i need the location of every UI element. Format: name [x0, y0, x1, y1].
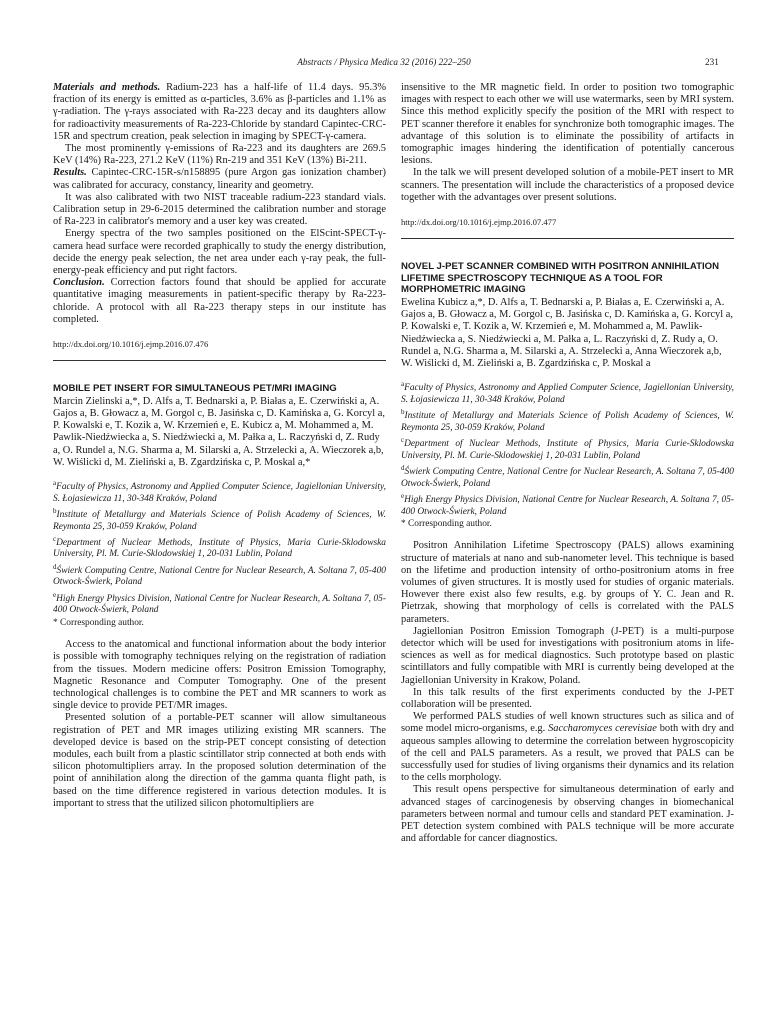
affiliation-text: Świerk Computing Centre, National Centre for Nuclear Research, A. Soltana 7, 05-400 Otwock-Świerk, Poland	[401, 467, 734, 489]
affiliation-text: Department of Nuclear Methods, Institute of Physics, Maria Curie-Sklodowska University, Pl. M. Curie-Sklodowskiej 1, 20-031 Lublin, Poland	[53, 538, 386, 560]
affiliation	[401, 491, 734, 518]
body-paragraph: In the talk we will present developed solution of a mobile-PET insert to MR scanners. The presentation will include the characteristics of a proposed device together with the advantages over present solutions.	[401, 167, 734, 203]
affiliation-text: High Energy Physics Division, National Centre for Nuclear Research, A. Soltana 7, 05-400 Otwock-Świerk, Poland	[53, 593, 386, 616]
affiliation	[401, 407, 734, 434]
section-divider	[53, 360, 386, 361]
affiliation-marker: d	[401, 464, 405, 473]
doi-link[interactable]: http://dx.doi.org/10.1016/j.ejmp.2016.07.476	[53, 339, 209, 350]
affiliation-marker: b	[401, 408, 405, 417]
affiliation	[53, 534, 386, 561]
corresponding-author-note: * Corresponding author.	[53, 617, 144, 628]
affiliation-list	[53, 478, 386, 617]
conclusion-text: Correction factors found that should be applied for accurate quantitative imaging measurements in patient-specific therapy by Ra-223-chloride. A protocol with all Ra-223 therapy steps in our institute has completed.	[53, 277, 386, 325]
spectra-paragraph: Energy spectra of the two samples positioned on the ElScint-SPECT-γ-camera head surface were recorded graphically to study the energy distribution, decide the energy peak selection, the net area under each γ-ray peak, the full-energy-peak efficiency and put right factors.	[53, 228, 386, 277]
abstract-title: MOBILE PET INSERT FOR SIMULTANEOUS PET/MRI IMAGING	[53, 383, 337, 395]
affiliation-marker: e	[53, 590, 57, 599]
results-lead: Results.	[53, 167, 87, 179]
body-paragraph: Positron Annihilation Lifetime Spectroscopy (PALS) allows examining structure of materials at nano and sub-nanometer level. This technique is based on the lifetime and production intensity of ortho-positronium atoms in free volumes of given structures. It is mostly used for studies of organic materials. However there exist also few results, e.g. by groups of Y. C. Jean and R. Pietrzak, showing that morphology of cells is correlated with the PALS parameters.	[401, 540, 734, 625]
affiliation-marker: d	[53, 562, 57, 571]
section-divider	[401, 238, 734, 239]
author-list: Marcin Zielinski a,*, D. Alfs a, T. Bednarski a, P. Białas a, E. Czerwiński a, A. Gajos a, B. Głowacz a, M. Gorgol c, B. Jasińska c, D. Kamińska a, G. Korcyl a, P. Kowalski e, T. Kozik a, W. Krzemień e, E. Kubicz a, M. Mohammed a, M. Pawlik-Niedźwiecka a, S. Niedźwiecki a, M. Pałka a, L. Raczyński d, Z. Rudy a, O. Rundel a, N.G. Sharma a, M. Silarski a, A. Strzelecki a, A. Wieczorek a,b, W. Wiślicki d, M. Zieliński a, B. Zgardzińska c, P. Moskal a,*	[53, 395, 385, 468]
affiliation	[53, 562, 386, 589]
affiliation-text: Institute of Metallurgy and Materials Science of Polish Academy of Sciences, W. Reymonta 25, 30-059 Kraków, Poland	[53, 510, 386, 532]
abstract-title: NOVEL J-PET SCANNER COMBINED WITH POSITRON ANNIHILATION LIFETIME SPECTROSCOPY TECHNIQUE AS A TOOL FOR MORPHOMETRIC IMAGING	[401, 261, 720, 296]
body-paragraph: This result opens perspective for simultaneous determination of early and advanced stages of carcinogenesis by observing changes in biomechanical parameters between normal and tumour cells and standard PET examination. J-PET detection system combined with PALS technique will be more accurate and affordable for cancer diagnostics.	[401, 784, 734, 845]
affiliation	[53, 590, 386, 617]
running-head: Abstracts / Physica Medica 32 (2016) 222–250	[297, 57, 471, 67]
body-paragraph: Access to the anatomical and functional information about the body interior is possible with tomography techniques relying on the registration of radiation from the tissues. Modern medicine offers: Positron Emission Tomography, Magnetic Resonance and Computer Tomography. One of the present technological challenges is to combine the PET and MR scanners to work as single device to provide PET/MR images.	[53, 639, 386, 712]
affiliation-marker: c	[53, 534, 57, 543]
affiliation-text: High Energy Physics Division, National Centre for Nuclear Research, A. Soltana 7, 05-400 Otwock-Świerk, Poland	[401, 495, 734, 517]
body-paragraph	[401, 711, 734, 784]
conclusion-lead: Conclusion.	[53, 277, 105, 289]
body-paragraph: Presented solution of a portable-PET scanner will allow simultaneous registration of PET and MR images utilizing existing MR scanners. The developed device is based on the strip-PET concept consisting of detection modules, each built from a plastic scintillator strip connected at both ends with silicon photomultipliers array. In the proposed solution determination of the point of annihilation along the direction of the gamma quanta flight path, is based on the time difference registered in various detection modules. It is important to stress that the utilized silicon photomultipliers are	[53, 712, 386, 809]
affiliation-marker: c	[401, 436, 405, 445]
body-paragraph: In this talk results of the first experiments conducted by the J-PET collaboration will be presented.	[401, 686, 734, 710]
paragraph-text: We performed PALS studies of well known structures such as silica and of some model micro-organisms, e.g.	[401, 711, 734, 735]
author-list: Ewelina Kubicz a,*, D. Alfs a, T. Bednarski a, P. Białas a, E. Czerwiński a, A. Gajos a, B. Głowacz a, M. Gorgol c, B. Jasińska c, D. Kamińska a, G. Korcyl a, P. Kowalski e, T. Kozik a, W. Krzemień e, M. Mohammed a, M. Pawlik-Niedźwiecka a, S. Niedźwiecki a, M. Pałka a, L. Raczyński d, Z. Rudy a, O. Rundel a, N.G. Sharma a, M. Silarski a, A. Strzelecki a, Anna Wieczorek a,b, W. Wiślicki d, M. Zieliński a, B. Zgardzińska c, P. Moskal a	[401, 297, 733, 370]
conclusion-paragraph	[53, 277, 386, 326]
affiliation	[53, 478, 386, 505]
affiliation-list	[401, 379, 734, 518]
affiliation-marker: a	[401, 380, 405, 389]
affiliation-marker: b	[53, 507, 57, 516]
affiliation	[401, 379, 734, 406]
emissions-paragraph: The most prominently γ-emissions of Ra-223 and its daughters are 269.5 KeV (14%) Ra-223, 271.2 KeV (11%) Rn-219 and 351 KeV (13%) Bi-211.	[53, 143, 386, 167]
species-name: Saccharomyces cerevisiae	[548, 723, 657, 735]
body-paragraph: insensitive to the MR magnetic field. In order to position two tomographic images with respect to each other we will use watermarks, seen by MRI system. Since this method explicitly specify the position of the MRI with respect to PET scanner therefore it enables for synchronize both tomographic images. The advantage of this solution is to eliminate the possibility of artifacts in tomographic images hindering the identification of potentially cancerous lesions.	[401, 82, 734, 167]
left-column	[53, 82, 386, 810]
page-number: 231	[705, 57, 719, 67]
affiliation-marker: a	[53, 479, 57, 488]
methods-paragraph	[53, 82, 386, 143]
corresponding-author-note: * Corresponding author.	[401, 518, 492, 529]
affiliation-text: Department of Nuclear Methods, Institute of Physics, Maria Curie-Sklodowska University, Pl. M. Curie-Sklodowskiej 1, 20-031 Lublin, Poland	[401, 439, 734, 461]
affiliation-text: Świerk Computing Centre, National Centre for Nuclear Research, A. Soltana 7, 05-400 Otwock-Świerk, Poland	[53, 566, 386, 588]
doi-link[interactable]: http://dx.doi.org/10.1016/j.ejmp.2016.07.477	[401, 217, 557, 228]
paragraph-text: both with dry and aqueous samples allowing to determine the correlation between hygroscopicity of the cell and PALS parameters. As a result, we proved that PALS can be successfully used for studies of living organisms their dynamics and its relation to the cells morphology.	[401, 723, 734, 784]
affiliation	[53, 506, 386, 533]
affiliation-marker: e	[401, 491, 405, 500]
results-paragraph	[53, 167, 386, 191]
affiliation-text: Faculty of Physics, Astronomy and Applied Computer Science, Jagiellonian University, S. Łojasiewicza 11, 30-348 Kraków, Poland	[401, 383, 734, 405]
right-column	[401, 82, 734, 845]
calibration-paragraph: It was also calibrated with two NIST traceable radium-223 standard vials. Calibration setup in 29-6-2015 determined the calibration number and storage of Ra-223 in calibrator's memory and a user key was created.	[53, 191, 386, 228]
affiliation	[401, 463, 734, 490]
methods-lead: Materials and methods.	[53, 82, 161, 93]
results-text: Capintec-CRC-15R-s/n158895 (pure Argon gas ionization chamber) was calibrated for accuracy, constancy, linearity and geometry.	[53, 167, 386, 191]
affiliation-text: Institute of Metallurgy and Materials Science of Polish Academy of Sciences, W. Reymonta 25, 30-059 Kraków, Poland	[401, 411, 734, 433]
body-paragraph: Jagiellonian Positron Emission Tomograph (J-PET) is a multi-purpose detector which will be used for investigations with positronium atoms in life-sciences as well as for medical diagnostics. Such prototype based on plastic scintillators and fully compatible with MRI is currently being developed at the Jagiellonian University in Krakow, Poland.	[401, 625, 734, 686]
affiliation-text: Faculty of Physics, Astronomy and Applied Computer Science, Jagiellonian University, S. Łojasiewicza 11, 30-348 Kraków, Poland	[53, 482, 386, 504]
methods-text: Radium-223 has a half-life of 11.4 days. 95.3% fraction of its energy is emitted as α-particles, 3.6% as β-particles and 1.1% as γ-radiation. The γ-rays associated with Ra-223 decay and its daughters allow for radioactivity measurements of Ra-223-Chloride by standard Capintec-CRC-15R and spectrum creation, peak selection in imaging by SPECT-γ-camera.	[53, 82, 386, 142]
affiliation	[401, 435, 734, 462]
